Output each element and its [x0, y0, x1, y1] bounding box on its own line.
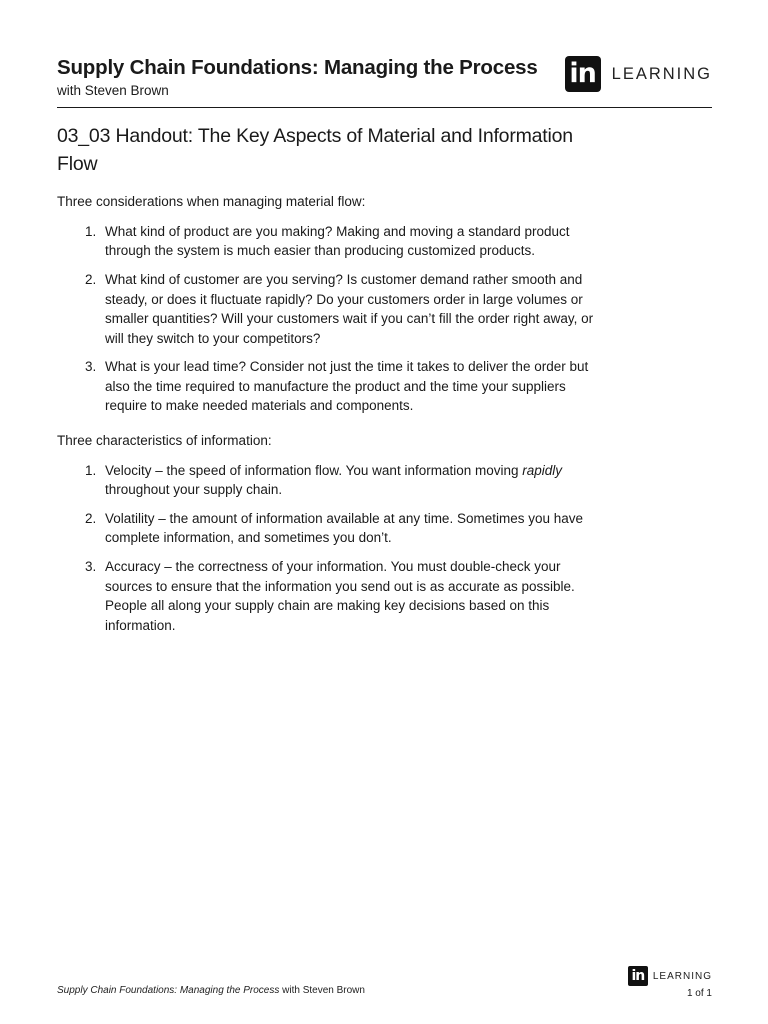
- list-item-text: What is your lead time? Consider not just the time it takes to deliver the order but also the time required to manufacture the product and the time your suppliers require to make needed materials and components.: [105, 359, 589, 414]
- list-item-text: Velocity – the speed of information flow. You want information moving: [105, 462, 523, 478]
- list-item: [85, 557, 595, 635]
- footer-brand: [628, 966, 712, 999]
- list-item: [85, 461, 595, 500]
- linkedin-icon: in: [628, 966, 648, 986]
- linkedin-learning-logo: [565, 56, 712, 92]
- list-number: 1.: [85, 462, 97, 478]
- page-header: [57, 56, 712, 108]
- footer-logo: [628, 966, 712, 986]
- list-item-text: What kind of product are you making? Making and moving a standard product through the system is much easier than producing customized products.: [105, 224, 570, 259]
- footer-credit: [57, 985, 365, 996]
- footer-author: with Steven Brown: [279, 985, 365, 996]
- course-author: with Steven Brown: [57, 83, 169, 98]
- page-number: 1 of 1: [686, 988, 712, 999]
- footer-course-title: Supply Chain Foundations: Managing the Process: [57, 985, 280, 996]
- linkedin-icon: in: [565, 56, 601, 92]
- list-number: 3.: [85, 359, 97, 375]
- document-body: [57, 122, 617, 644]
- list-item: [85, 357, 595, 415]
- course-title: Supply Chain Foundations: Managing the Process: [57, 56, 538, 79]
- section-intro-material-flow: Three considerations when managing material flow:: [57, 194, 366, 209]
- logo-text: LEARNING: [611, 64, 712, 83]
- list-item: [85, 222, 595, 261]
- list-number: 2.: [85, 510, 97, 526]
- material-flow-list: [85, 222, 617, 416]
- document-title: 03_03 Handout: The Key Aspects of Material and Information Flow: [57, 125, 573, 175]
- section-intro-information: Three characteristics of information:: [57, 432, 272, 448]
- list-item: [85, 270, 595, 348]
- list-number: 2.: [85, 272, 97, 288]
- list-item-text: Accuracy – the correctness of your information. You must double-check your sources to ensure that the information you send out is as accurate as possible. People all along your supply chain are making key decisions based on this information.: [105, 559, 575, 633]
- list-item: [85, 509, 595, 548]
- list-item-text: throughout your supply chain.: [105, 482, 283, 498]
- information-list: [85, 461, 617, 635]
- list-item-text: Volatility – the amount of information available at any time. Sometimes you have complete information, and sometimes you don’t.: [105, 510, 584, 546]
- list-item-text: What kind of customer are you serving? Is customer demand rather smooth and steady, or does it fluctuate rapidly? Do your customers order in large volumes or smaller quantities? Will your customers wait if you can’t fill the order right away, or will they switch to your competitors?: [105, 272, 594, 346]
- list-number: 3.: [85, 559, 97, 575]
- emphasis-text: rapidly: [522, 462, 563, 478]
- list-number: 1.: [85, 224, 97, 239]
- footer-logo-text: LEARNING: [652, 970, 712, 982]
